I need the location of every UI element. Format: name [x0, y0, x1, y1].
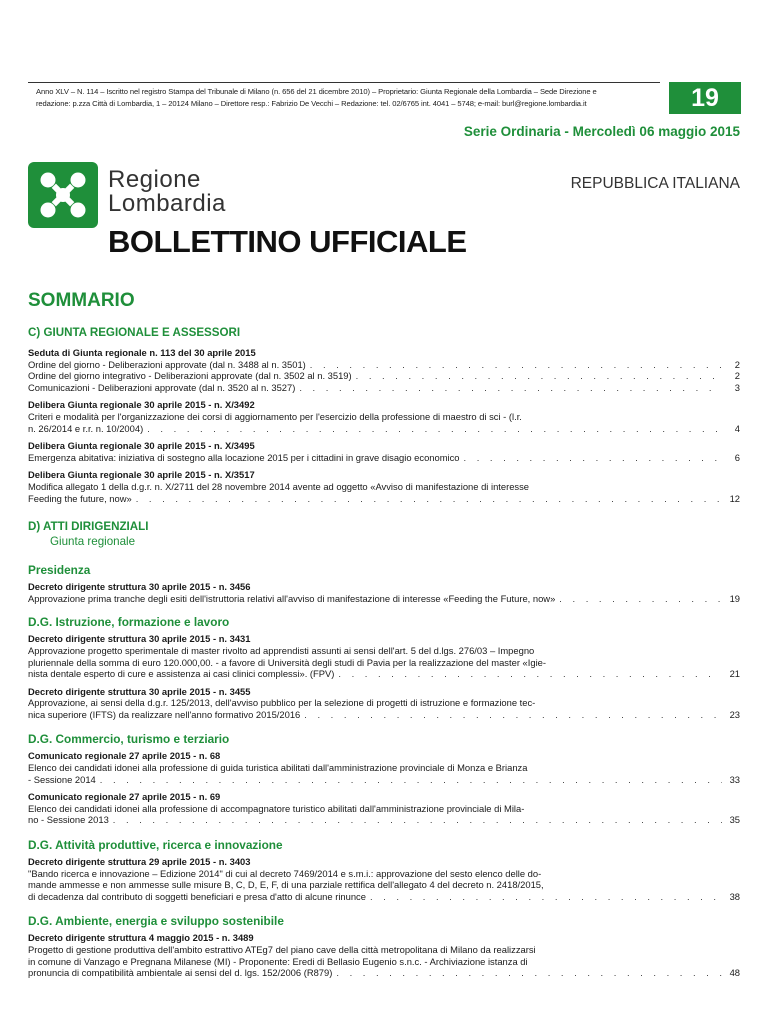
dot-leader: [100, 774, 722, 786]
page-number: 33: [729, 773, 740, 785]
entry-text: Progetto di gestione produttiva dell'ambito estrattivo ATEg7 del piano cave della città metropolitana di Milano da realizzarsi: [28, 944, 536, 955]
entry-text: pronuncia di compatibilità ambientale ai sensi del d. lgs. 152/2006 (R879): [28, 967, 333, 979]
page-number: 48: [729, 967, 740, 979]
section-subtitle: Giunta regionale: [50, 535, 136, 549]
page-number: 4: [734, 422, 740, 434]
dot-leader: [370, 891, 722, 903]
page-title: BOLLETTINO UFFICIALE: [108, 224, 467, 259]
toc-entry: [28, 686, 740, 721]
issue-number-badge: 19: [669, 82, 741, 114]
toc-line[interactable]: [28, 774, 740, 786]
entry-text: - Sessione 2014: [28, 773, 96, 785]
publication-info-line: Anno XLV – N. 114 – Iscritto nel registro Stampa del Tribunale di Milano (n. 656 del 21 dicembre 2010) – Proprietario: Giunta Regionale della Lombardia – Sede Direzione e: [36, 87, 597, 96]
page-number: 2: [734, 370, 740, 382]
toc-entry: [28, 932, 740, 978]
entry-text: Ordine del giorno integrativo - Deliberazioni approvate (dal n. 3502 al n. 3519): [28, 370, 352, 382]
page-number: 23: [729, 708, 740, 720]
toc-entry: [28, 633, 740, 679]
dot-leader: [310, 359, 722, 371]
entry-heading[interactable]: Decreto dirigente struttura 30 aprile 2015 - n. 3455: [28, 685, 251, 697]
entry-text: no - Sessione 2013: [28, 814, 109, 826]
category-title: D.G. Istruzione, formazione e lavoro: [28, 615, 230, 630]
entry-heading[interactable]: Comunicato regionale 27 aprile 2015 - n. 69: [28, 791, 221, 803]
page-number: 38: [729, 890, 740, 902]
entry-text: nica superiore (IFTS) da realizzare nell'anno formativo 2015/2016: [28, 708, 301, 720]
entry-heading[interactable]: Delibera Giunta regionale 30 aprile 2015 - n. X/3492: [28, 399, 255, 411]
toc-line[interactable]: [28, 709, 740, 721]
dot-leader: [147, 423, 722, 435]
header-rule: [28, 82, 660, 83]
dot-leader: [113, 814, 722, 826]
regione-lombardia-logo-icon: [28, 162, 98, 228]
entry-text: Approvazione progetto sperimentale di master rivolto ad apprendisti assunti ai sensi dell'art. 5 del d.lgs. 276/03 – Impegno: [28, 644, 535, 656]
dot-leader: [356, 370, 722, 382]
publication-info: [36, 86, 660, 110]
entry-text: Ordine del giorno - Deliberazioni approvate (dal n. 3488 al n. 3501): [28, 358, 306, 370]
toc-line[interactable]: [28, 814, 740, 826]
entry-heading[interactable]: Delibera Giunta regionale 30 aprile 2015 - n. X/3495: [28, 440, 255, 452]
toc-entry: [28, 399, 740, 434]
repubblica-label: REPUBBLICA ITALIANA: [570, 175, 740, 192]
toc-line[interactable]: [28, 423, 740, 435]
dot-leader: [304, 709, 722, 721]
entry-text: "Bando ricerca e innovazione – Edizione 2014" di cui al decreto 7469/2014 e s.m.i.: approvazione del sesto elenco delle do-: [28, 867, 542, 879]
entry-heading[interactable]: Comunicato regionale 27 aprile 2015 - n. 68: [28, 750, 221, 762]
entry-heading[interactable]: Decreto dirigente struttura 29 aprile 2015 - n. 3403: [28, 856, 251, 868]
toc-line[interactable]: [28, 382, 740, 394]
brand-line: Lombardia: [108, 190, 226, 217]
toc-line[interactable]: [28, 668, 740, 680]
entry-text: Elenco dei candidati idonei alla professione di accompagnatore turistico abilitati dall'amministrazione provinciale di Mila-: [28, 802, 525, 814]
brand-name: [108, 168, 226, 216]
entry-text: Elenco dei candidati idonei alla professione di guida turistica abilitati dall'amministrazione provinciale di Monza e Brianza: [28, 762, 528, 774]
entry-heading[interactable]: Delibera Giunta regionale 30 aprile 2015 - n. X/3517: [28, 469, 255, 481]
entry-text: n. 26/2014 e r.r. n. 10/2004): [28, 422, 144, 434]
entry-heading[interactable]: Decreto dirigente struttura 30 aprile 2015 - n. 3431: [28, 633, 251, 645]
toc-entry: [28, 440, 740, 463]
category-title: D.G. Commercio, turismo e terziario: [28, 732, 230, 747]
sommario-heading: SOMMARIO: [28, 290, 135, 311]
toc-entry: [28, 750, 740, 785]
toc-entry: [28, 347, 740, 393]
toc-line[interactable]: [28, 891, 740, 903]
entry-heading[interactable]: Seduta di Giunta regionale n. 113 del 30 aprile 2015: [28, 347, 256, 358]
entry-text: Emergenza abitativa: iniziativa di sostegno alla locazione 2015 per i cittadini in grave disagio economico: [28, 451, 460, 463]
entry-text: mande ammesse e non ammesse sulle misure B, C, D, E, F, di una parziale rettifica dell'allegato 4 del decreto n. 2418/2015,: [28, 879, 544, 891]
dot-leader: [299, 382, 722, 394]
toc-line[interactable]: [28, 452, 740, 464]
serie-date: Serie Ordinaria - Mercoledì 06 maggio 2015: [463, 124, 740, 139]
publication-info-line: redazione: p.zza Città di Lombardia, 1 – 20124 Milano – Direttore resp.: Fabrizio De Vecchi – Redazione: tel. 02/6765 int. 4041 – 5748; e-mail: burl@regione.lombardia.it: [36, 99, 587, 108]
dot-leader: [336, 967, 722, 979]
category-title: D.G. Ambiente, energia e sviluppo sostenibile: [28, 914, 284, 929]
brand-line: Regione: [108, 166, 201, 193]
toc-line[interactable]: [28, 967, 740, 979]
entry-text: Feeding the future, now»: [28, 492, 132, 504]
section-title: C) GIUNTA REGIONALE E ASSESSORI: [28, 326, 241, 339]
toc-line[interactable]: [28, 359, 740, 371]
page-number: 6: [734, 451, 740, 463]
entry-text: Criteri e modalità per l'organizzazione dei corsi di aggiornamento per l'esercizio della professione di maestro di sci - (l.r.: [28, 410, 522, 422]
toc-entry: [28, 791, 740, 826]
page-number: 35: [729, 814, 740, 826]
dot-leader: [464, 452, 722, 464]
dot-leader: [338, 668, 722, 680]
category-title: D.G. Attività produttive, ricerca e innovazione: [28, 838, 283, 853]
entry-text: Modifica allegato 1 della d.g.r. n. X/2711 del 28 novembre 2014 avente ad oggetto «Avviso di manifestazione di interesse: [28, 480, 530, 492]
summary-content: [28, 326, 740, 979]
entry-text: in comune di Vanzago e Pregnana Milanese (MI) - Proponente: Eredi di Bellasio Eugenio s.n.c. - Archiviazione istanza di: [28, 955, 528, 967]
toc-line[interactable]: [28, 493, 740, 505]
category-title: Presidenza: [28, 563, 91, 578]
page-number: 19: [729, 592, 740, 604]
dot-leader: [136, 493, 722, 505]
page-number: 12: [729, 492, 740, 504]
entry-text: Approvazione, ai sensi della d.g.r. 125/2013, dell'avviso pubblico per la selezione di progetti di istruzione e formazione tec-: [28, 697, 536, 709]
entry-heading[interactable]: Decreto dirigente struttura 4 maggio 2015 - n. 3489: [28, 932, 254, 944]
toc-line[interactable]: [28, 593, 740, 605]
dot-leader: [559, 593, 722, 605]
page-number: 3: [734, 381, 740, 393]
section-title: D) ATTI DIRIGENZIALI: [28, 520, 149, 534]
entry-heading[interactable]: Decreto dirigente struttura 30 aprile 2015 - n. 3456: [28, 581, 251, 593]
page-number: 2: [734, 358, 740, 370]
entry-text: Approvazione prima tranche degli esiti dell'istruttoria relativi all'avviso di manifestazione di interesse «Feeding the Future, now»: [28, 592, 556, 604]
entry-text: pluriennale della somma di euro 120.000,00. - a favore di Università degli studi di Pavia per la realizzazione del master «Igie-: [28, 656, 546, 668]
toc-line[interactable]: [28, 370, 740, 382]
entry-text: nista dentale esperto di cure e assistenza ai casi clinici complessi». (FPV): [28, 668, 335, 680]
toc-entry: [28, 469, 740, 504]
toc-entry: [28, 856, 740, 902]
toc-entry: [28, 581, 740, 604]
entry-text: Comunicazioni - Deliberazioni approvate (dal n. 3520 al n. 3527): [28, 381, 296, 393]
entry-text: di decadenza dal contributo di soggetti beneficiari e presa d'atto di alcune rinunce: [28, 890, 366, 902]
page-number: 21: [729, 668, 740, 680]
